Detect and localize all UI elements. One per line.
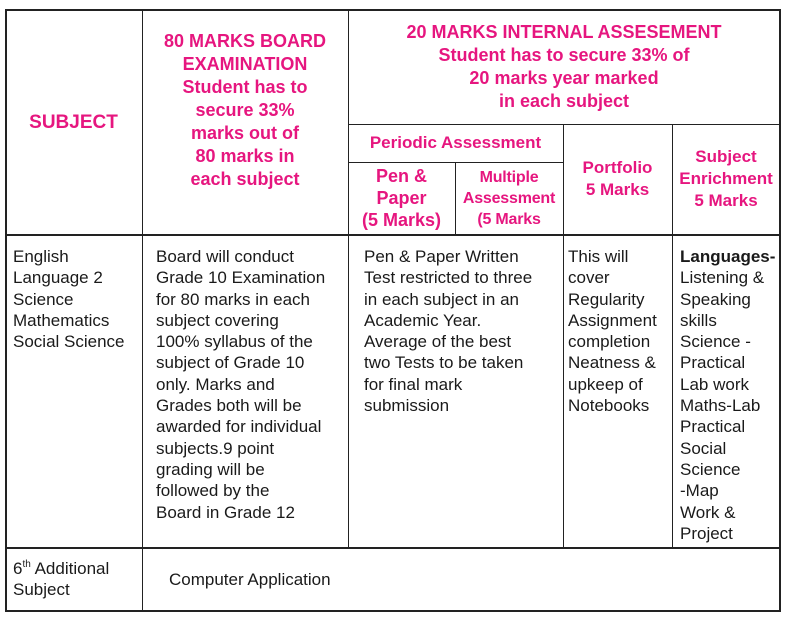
header-multiple [455,162,563,234]
portfolio-text-line: Regularity [568,289,645,309]
enrichment-text-line: Practical [680,417,746,437]
header-internal-line: in each subject [498,91,630,111]
table-divider-header [5,234,780,236]
portfolio-text-line: Notebooks [568,396,650,416]
row2-value-text: Computer Application [169,570,331,589]
enrichment-text-line: Work & [680,502,736,522]
row2-label-rest: Additional [30,559,110,578]
enrichment-text-line: Listening & [680,268,765,288]
board-text-line: only. Marks and [156,374,275,394]
subject-item: English [13,247,69,266]
ordinal-number: 6 [13,559,23,578]
subject-item: Social Science [13,332,125,352]
portfolio-text-line: cover [568,268,610,288]
enrichment-text-line: Speaking [680,289,751,309]
col-divider-board [348,9,349,548]
pen-paper-text-line: Academic Year. [364,310,482,330]
row2-label-line1 [13,558,141,579]
enrichment-text-line: Maths-Lab [680,396,761,416]
enrichment-text-line: Social [680,438,727,458]
enrichment-text-line: -Map [680,481,719,501]
table-border-top [5,9,780,11]
header-enrichment-line: 5 Marks [694,191,758,210]
board-text-line: 100% syllabus of the [156,332,313,352]
header-enrichment [672,124,780,234]
header-board-line: secure 33% [195,100,295,120]
pen-paper-text-line: Pen & Paper Written [364,247,519,266]
board-text-line: Grade 10 Examination [156,268,326,288]
portfolio-text-line: This will [568,247,629,266]
header-multiple-line: Assessment [462,189,556,207]
header-internal-line: Student has to secure 33% of [438,45,690,65]
portfolio-text-line: upkeep of [568,374,643,394]
header-portfolio-line: 5 Marks [585,180,650,199]
pen-paper-text-line: in each subject in an [364,289,519,309]
portfolio-text-line: Neatness & [568,353,656,373]
enrichment-text-line: Science [680,459,741,479]
header-board-line: 80 marks in [195,146,295,166]
board-text-line: awarded for individual [156,417,322,437]
portfolio-text-line: Assignment [568,310,657,330]
row1-subjects [13,246,141,352]
table-border-bottom [5,610,780,612]
header-board-line: 80 MARKS BOARD [163,31,327,51]
header-periodic [348,124,563,162]
pen-paper-text-line: Test restricted to three [364,268,533,288]
table-border-right [779,9,781,612]
row2-label [13,558,141,601]
ordinal-suffix: th [22,559,31,570]
table-border-left [5,9,7,612]
board-text-line: followed by the [156,481,270,501]
board-text-line: Board in Grade 12 [156,502,295,522]
header-pen-paper [348,162,455,234]
pen-paper-text-line: Average of the best [364,332,512,352]
row1-board-text [156,246,346,523]
col-divider-subject [142,9,143,612]
header-enrichment-line: Subject [695,147,757,166]
col-divider-portfolio-enrichment [672,124,673,548]
row1-pen-paper-text [364,246,564,416]
enrichment-text-line: Science - [680,332,751,352]
board-text-line: subjects.9 point [156,438,275,458]
header-portfolio [563,124,672,234]
enrichment-text-line: skills [680,310,717,330]
header-board-line: each subject [190,169,300,189]
col-divider-periodic-portfolio [563,124,564,548]
header-board-exam [142,30,348,202]
header-internal-line: 20 MARKS INTERNAL ASSESEMENT [406,22,722,42]
row2-label-line2: Subject [13,580,70,600]
col-divider-pen-multiple [455,162,456,235]
header-pen-paper-line: Pen & [375,166,427,186]
board-text-line: Board will conduct [156,247,294,266]
header-multiple-line: Multiple [479,168,539,186]
header-internal [348,10,780,124]
header-periodic-label: Periodic Assessment [369,133,542,152]
board-text-line: for 80 marks in each [156,289,311,309]
board-text-line: grading will be [156,459,265,479]
header-board-line: marks out of [190,123,300,143]
header-board-line: Student has to [182,77,308,97]
header-subject [5,10,142,234]
pen-paper-text-line: submission [364,396,450,416]
header-multiple-line: (5 Marks [477,210,541,228]
header-subject-label: SUBJECT [29,111,118,133]
enrichment-text-line: Project [680,523,733,543]
pen-paper-text-line: two Tests to be taken [364,353,524,373]
row1-enrichment-text [680,246,792,544]
row2-value [169,569,469,590]
header-board-line: EXAMINATION [182,54,308,74]
enrichment-text-line: Lab work [680,374,749,394]
table-divider-row [5,547,780,549]
row1-portfolio-text [568,246,672,416]
header-internal-line: 20 marks year marked [469,68,659,88]
portfolio-text-line: completion [568,332,651,352]
board-text-line: subject covering [156,310,279,330]
header-portfolio-line: Portfolio [582,158,653,177]
enrichment-text-line: Practical [680,353,746,373]
subject-item: Language 2 [13,268,103,288]
subject-item: Mathematics [13,310,110,330]
enrichment-title: Languages- [680,247,776,266]
header-enrichment-line: Enrichment [679,169,773,188]
board-text-line: Grades both will be [156,396,302,416]
pen-paper-text-line: for final mark [364,374,463,394]
board-text-line: subject of Grade 10 [156,353,305,373]
header-pen-paper-line: Paper [376,188,427,208]
subject-item: Science [13,289,74,309]
header-pen-paper-line: (5 Marks) [361,210,442,230]
